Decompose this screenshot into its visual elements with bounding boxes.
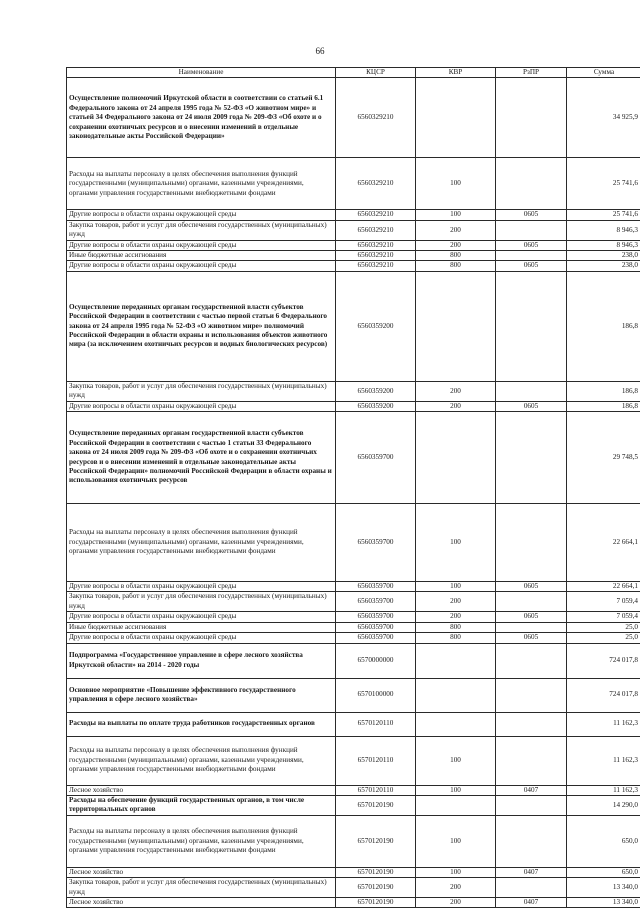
cell-code: 6560329210 xyxy=(336,251,416,261)
cell-kvr: 100 xyxy=(416,815,496,867)
budget-table xyxy=(66,67,640,908)
cell-code: 6560329210 xyxy=(336,78,416,158)
cell-rzpr: 0605 xyxy=(496,261,567,271)
cell-name: Расходы на обеспечение функций государственных органов, в том числе территориальных органов xyxy=(67,795,336,815)
cell-name: Лесное хозяйство xyxy=(67,785,336,795)
cell-rzpr: 0407 xyxy=(496,785,567,795)
cell-name: Лесное хозяйство xyxy=(67,867,336,877)
cell-rzpr xyxy=(496,504,567,582)
cell-name: Другие вопросы в области охраны окружающей среды xyxy=(67,582,336,592)
cell-rzpr: 0605 xyxy=(496,210,567,220)
cell-name: Расходы на выплаты персоналу в целях обеспечения выполнения функций государственными (муниципальными) органами, казенными учреждениями, органами управления государственными внебюджетными фондами xyxy=(67,736,336,785)
table-row xyxy=(67,271,640,381)
cell-sum: 11 162,3 xyxy=(567,712,640,736)
table-row xyxy=(67,633,640,643)
cell-sum: 22 664,1 xyxy=(567,504,640,582)
cell-name: Лесное хозяйство xyxy=(67,897,336,907)
cell-sum: 13 340,0 xyxy=(567,897,640,907)
cell-sum: 650,0 xyxy=(567,867,640,877)
cell-kvr: 100 xyxy=(416,736,496,785)
table-row xyxy=(67,78,640,158)
table-row xyxy=(67,795,640,815)
cell-name: Закупка товаров, работ и услуг для обеспечения государственных (муниципальных) нужд xyxy=(67,878,336,898)
cell-kvr: 200 xyxy=(416,897,496,907)
table-row xyxy=(67,785,640,795)
cell-sum: 11 162,3 xyxy=(567,785,640,795)
cell-rzpr xyxy=(496,643,567,678)
cell-code: 6570120110 xyxy=(336,785,416,795)
header-name: Наименование xyxy=(67,68,336,78)
cell-rzpr: 0407 xyxy=(496,897,567,907)
cell-code: 6560329210 xyxy=(336,240,416,250)
cell-code: 6560329210 xyxy=(336,158,416,210)
cell-kvr: 800 xyxy=(416,251,496,261)
cell-kvr: 200 xyxy=(416,381,496,401)
cell-sum: 186,8 xyxy=(567,381,640,401)
cell-sum: 14 290,0 xyxy=(567,795,640,815)
cell-rzpr xyxy=(496,158,567,210)
cell-code: 6560359200 xyxy=(336,381,416,401)
cell-rzpr: 0407 xyxy=(496,867,567,877)
cell-kvr xyxy=(416,643,496,678)
cell-rzpr xyxy=(496,878,567,898)
cell-name: Закупка товаров, работ и услуг для обеспечения государственных (муниципальных) нужд xyxy=(67,592,336,612)
cell-kvr: 200 xyxy=(416,612,496,622)
cell-sum: 25,0 xyxy=(567,633,640,643)
cell-code: 6560359700 xyxy=(336,504,416,582)
header-code: КЦСР xyxy=(336,68,416,78)
cell-rzpr: 0605 xyxy=(496,240,567,250)
cell-kvr: 800 xyxy=(416,261,496,271)
cell-kvr: 100 xyxy=(416,210,496,220)
cell-name: Осуществление переданных органам государственной власти субъектов Российской Федерации в соответствии с частью 1 статьи 33 Федерального закона от 24 июля 2009 года № 209-ФЗ «Об охоте и о сохранении охотничьих ресурсов и о внесении изменений в отдельные законодательные акты Российской Федерации» полномочий Российской Федерации в области охраны и использования охотничьих ресурсов xyxy=(67,412,336,504)
cell-sum: 11 162,3 xyxy=(567,736,640,785)
cell-kvr: 100 xyxy=(416,582,496,592)
table-row xyxy=(67,736,640,785)
cell-name: Другие вопросы в области охраны окружающей среды xyxy=(67,401,336,411)
cell-kvr xyxy=(416,712,496,736)
table-row xyxy=(67,412,640,504)
table-row xyxy=(67,867,640,877)
cell-name: Иные бюджетные ассигнования xyxy=(67,251,336,261)
table-row xyxy=(67,251,640,261)
cell-code: 6570000000 xyxy=(336,643,416,678)
cell-name: Закупка товаров, работ и услуг для обеспечения государственных (муниципальных) нужд xyxy=(67,381,336,401)
table-row xyxy=(67,592,640,612)
header-kvr: КВР xyxy=(416,68,496,78)
cell-kvr: 200 xyxy=(416,401,496,411)
cell-code: 6560359200 xyxy=(336,271,416,381)
cell-rzpr xyxy=(496,271,567,381)
cell-code: 6560359700 xyxy=(336,612,416,622)
table-row xyxy=(67,504,640,582)
cell-rzpr xyxy=(496,220,567,240)
cell-kvr: 800 xyxy=(416,622,496,632)
table-row xyxy=(67,897,640,907)
table-body xyxy=(67,78,640,908)
cell-kvr xyxy=(416,412,496,504)
cell-code: 6560359700 xyxy=(336,622,416,632)
header-sum: Сумма xyxy=(567,68,640,78)
cell-code: 6560329210 xyxy=(336,220,416,240)
cell-sum: 186,8 xyxy=(567,401,640,411)
cell-sum: 7 059,4 xyxy=(567,612,640,622)
table-row xyxy=(67,582,640,592)
cell-rzpr xyxy=(496,592,567,612)
cell-name: Осуществление полномочий Иркутской области в соответствии со статьей 6.1 Федерального закона от 24 апреля 1995 года № 52-ФЗ «О животном мире» и статьей 34 Федерального закона от 24 июля 2009 года № 209-ФЗ «Об охоте и о сохранении охотничьих ресурсов и о внесении изменений в отдельные законодательные акты Российской Федерации» xyxy=(67,78,336,158)
table-row xyxy=(67,643,640,678)
table-row xyxy=(67,381,640,401)
cell-name: Закупка товаров, работ и услуг для обеспечения государственных (муниципальных) нужд xyxy=(67,220,336,240)
cell-sum: 724 017,8 xyxy=(567,678,640,712)
table-row xyxy=(67,712,640,736)
cell-kvr: 200 xyxy=(416,240,496,250)
cell-rzpr xyxy=(496,78,567,158)
cell-kvr: 100 xyxy=(416,785,496,795)
cell-rzpr xyxy=(496,736,567,785)
cell-name: Другие вопросы в области охраны окружающей среды xyxy=(67,210,336,220)
table-row xyxy=(67,878,640,898)
cell-kvr: 100 xyxy=(416,158,496,210)
table-row xyxy=(67,401,640,411)
cell-code: 6570100000 xyxy=(336,678,416,712)
cell-rzpr xyxy=(496,712,567,736)
cell-code: 6560329210 xyxy=(336,210,416,220)
cell-sum: 25 741,6 xyxy=(567,158,640,210)
cell-sum: 186,8 xyxy=(567,271,640,381)
cell-rzpr xyxy=(496,795,567,815)
cell-sum: 29 748,5 xyxy=(567,412,640,504)
cell-rzpr: 0605 xyxy=(496,401,567,411)
cell-code: 6570120110 xyxy=(336,736,416,785)
cell-name: Другие вопросы в области охраны окружающей среды xyxy=(67,612,336,622)
cell-code: 6570120190 xyxy=(336,795,416,815)
cell-kvr: 200 xyxy=(416,220,496,240)
table-row xyxy=(67,815,640,867)
table-row xyxy=(67,678,640,712)
table-row xyxy=(67,240,640,250)
cell-rzpr xyxy=(496,412,567,504)
cell-rzpr xyxy=(496,622,567,632)
cell-rzpr: 0605 xyxy=(496,612,567,622)
cell-rzpr xyxy=(496,381,567,401)
page-number: 66 xyxy=(0,46,640,56)
cell-sum: 22 664,1 xyxy=(567,582,640,592)
cell-kvr: 100 xyxy=(416,867,496,877)
cell-name: Другие вопросы в области охраны окружающей среды xyxy=(67,633,336,643)
cell-sum: 724 017,8 xyxy=(567,643,640,678)
header-rzpr: РзПР xyxy=(496,68,567,78)
table-row xyxy=(67,622,640,632)
cell-kvr: 100 xyxy=(416,504,496,582)
cell-kvr xyxy=(416,795,496,815)
cell-sum: 650,0 xyxy=(567,815,640,867)
cell-rzpr: 0605 xyxy=(496,582,567,592)
cell-name: Основное мероприятие «Повышение эффективного государственного управления в сфере лесного хозяйства» xyxy=(67,678,336,712)
cell-code: 6560359700 xyxy=(336,592,416,612)
cell-rzpr xyxy=(496,251,567,261)
cell-kvr xyxy=(416,271,496,381)
cell-kvr: 200 xyxy=(416,592,496,612)
table-header-row xyxy=(67,68,640,78)
cell-kvr: 200 xyxy=(416,878,496,898)
cell-sum: 7 059,4 xyxy=(567,592,640,612)
cell-sum: 34 925,9 xyxy=(567,78,640,158)
cell-code: 6560359700 xyxy=(336,412,416,504)
cell-name: Другие вопросы в области охраны окружающей среды xyxy=(67,240,336,250)
cell-code: 6570120190 xyxy=(336,815,416,867)
cell-code: 6560359700 xyxy=(336,633,416,643)
cell-code: 6570120110 xyxy=(336,712,416,736)
cell-code: 6570120190 xyxy=(336,867,416,877)
cell-code: 6560359700 xyxy=(336,582,416,592)
cell-sum: 8 946,3 xyxy=(567,220,640,240)
cell-sum: 238,0 xyxy=(567,261,640,271)
cell-name: Расходы на выплаты персоналу в целях обеспечения выполнения функций государственными (муниципальными) органами, казенными учреждениями, органами управления государственными внебюджетными фондами xyxy=(67,158,336,210)
table-row xyxy=(67,261,640,271)
table-row xyxy=(67,612,640,622)
cell-name: Осуществление переданных органам государственной власти субъектов Российской Федерации в соответствии с частью первой статьи 6 Федерального закона от 24 апреля 1995 года № 52-ФЗ «О животном мире» полномочий Российской Федерации в области охраны и использования объектов животного мира (за исключением охотничьих ресурсов и водных биологических ресурсов) xyxy=(67,271,336,381)
cell-code: 6560359200 xyxy=(336,401,416,411)
cell-name: Подпрограмма «Государственное управление в сфере лесного хозяйства Иркутской области» на 2014 - 2020 годы xyxy=(67,643,336,678)
cell-sum: 25 741,6 xyxy=(567,210,640,220)
table-row xyxy=(67,158,640,210)
cell-rzpr: 0605 xyxy=(496,633,567,643)
table-row xyxy=(67,210,640,220)
cell-code: 6560329210 xyxy=(336,261,416,271)
cell-rzpr xyxy=(496,815,567,867)
cell-name: Расходы на выплаты персоналу в целях обеспечения выполнения функций государственными (муниципальными) органами, казенными учреждениями, органами управления государственными внебюджетными фондами xyxy=(67,815,336,867)
cell-sum: 238,0 xyxy=(567,251,640,261)
cell-code: 6570120190 xyxy=(336,897,416,907)
table-row xyxy=(67,220,640,240)
cell-name: Иные бюджетные ассигнования xyxy=(67,622,336,632)
cell-kvr xyxy=(416,678,496,712)
cell-kvr: 800 xyxy=(416,633,496,643)
cell-name: Другие вопросы в области охраны окружающей среды xyxy=(67,261,336,271)
cell-code: 6570120190 xyxy=(336,878,416,898)
cell-sum: 13 340,0 xyxy=(567,878,640,898)
cell-rzpr xyxy=(496,678,567,712)
cell-name: Расходы на выплаты персоналу в целях обеспечения выполнения функций государственными (муниципальными) органами, казенными учреждениями, органами управления государственными внебюджетными фондами xyxy=(67,504,336,582)
cell-sum: 8 946,3 xyxy=(567,240,640,250)
cell-sum: 25,0 xyxy=(567,622,640,632)
cell-kvr xyxy=(416,78,496,158)
cell-name: Расходы на выплаты по оплате труда работников государственных органов xyxy=(67,712,336,736)
